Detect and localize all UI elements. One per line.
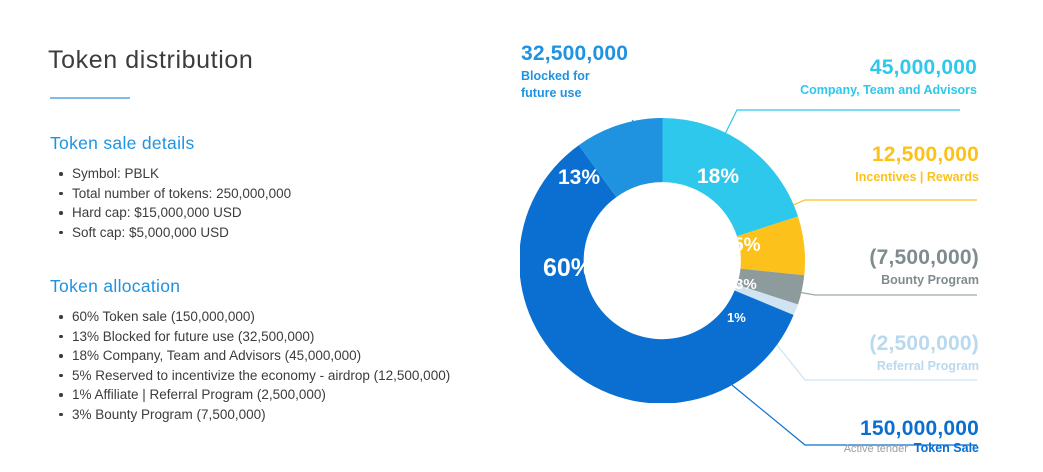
slice-value-company: 18% [697,165,740,188]
list-item: 18% Company, Team and Advisors (45,000,000) [70,346,518,366]
callout-referral-program [869,332,979,375]
callout-value: 45,000,000 [869,56,977,79]
list-item: 60% Token sale (150,000,000) [70,307,518,327]
slice-value-incentives: 5% [733,235,761,256]
callout-value: 150,000,000 [860,417,979,440]
callout-label: Referral Program [876,359,979,373]
callout-company-team-advisors [800,56,977,99]
callout-sublabel: Active tender [843,443,908,455]
callout-bounty-program [869,246,979,289]
list-item: 13% Blocked for future use (32,500,000) [70,327,518,347]
callout-value: 12,500,000 [871,143,979,166]
callout-incentives-rewards [855,143,979,186]
list-item: 1% Affiliate | Referral Program (2,500,000) [70,385,518,405]
callout-label: Token Sale [913,441,979,455]
callout-value: (2,500,000) [869,332,979,355]
list-item: 3% Bounty Program (7,500,000) [70,405,518,425]
callout-value: (7,500,000) [869,246,979,269]
callout-value: 32,500,000 [521,42,629,65]
title-underline [50,97,130,99]
slice-value-referral: 1% [727,310,746,325]
list-item: Hard cap: $15,000,000 USD [70,203,518,223]
token-sale-details-list [48,164,518,242]
callout-token-sale [844,417,979,455]
callout-label-line1: Blocked for [521,69,590,83]
list-item: Soft cap: $5,000,000 USD [70,223,518,243]
callout-label: Incentives | Rewards [855,170,979,184]
page-title: Token distribution [48,46,254,74]
token-allocation-list [48,307,518,424]
list-item: Symbol: PBLK [70,164,518,184]
callout-blocked-for-future-use [521,42,628,102]
slice-value-blocked: 13% [558,166,601,189]
callout-label: Bounty Program [881,273,979,287]
slice-value-token-sale: 60% [543,254,594,282]
text-column [48,46,518,424]
list-item: 5% Reserved to incentivize the economy - airdrop (12,500,000) [70,366,518,386]
section-heading-token-sale-details: Token sale details [50,133,195,153]
list-item: Total number of tokens: 250,000,000 [70,184,518,204]
section-heading-token-allocation: Token allocation [50,276,181,296]
callout-label-line2: future use [521,86,582,100]
token-distribution-chart [505,0,1043,472]
slice-value-bounty: 3% [735,276,757,293]
callout-label: Company, Team and Advisors [800,83,977,97]
donut-graphic [520,118,805,403]
donut-center-hole [594,192,732,330]
